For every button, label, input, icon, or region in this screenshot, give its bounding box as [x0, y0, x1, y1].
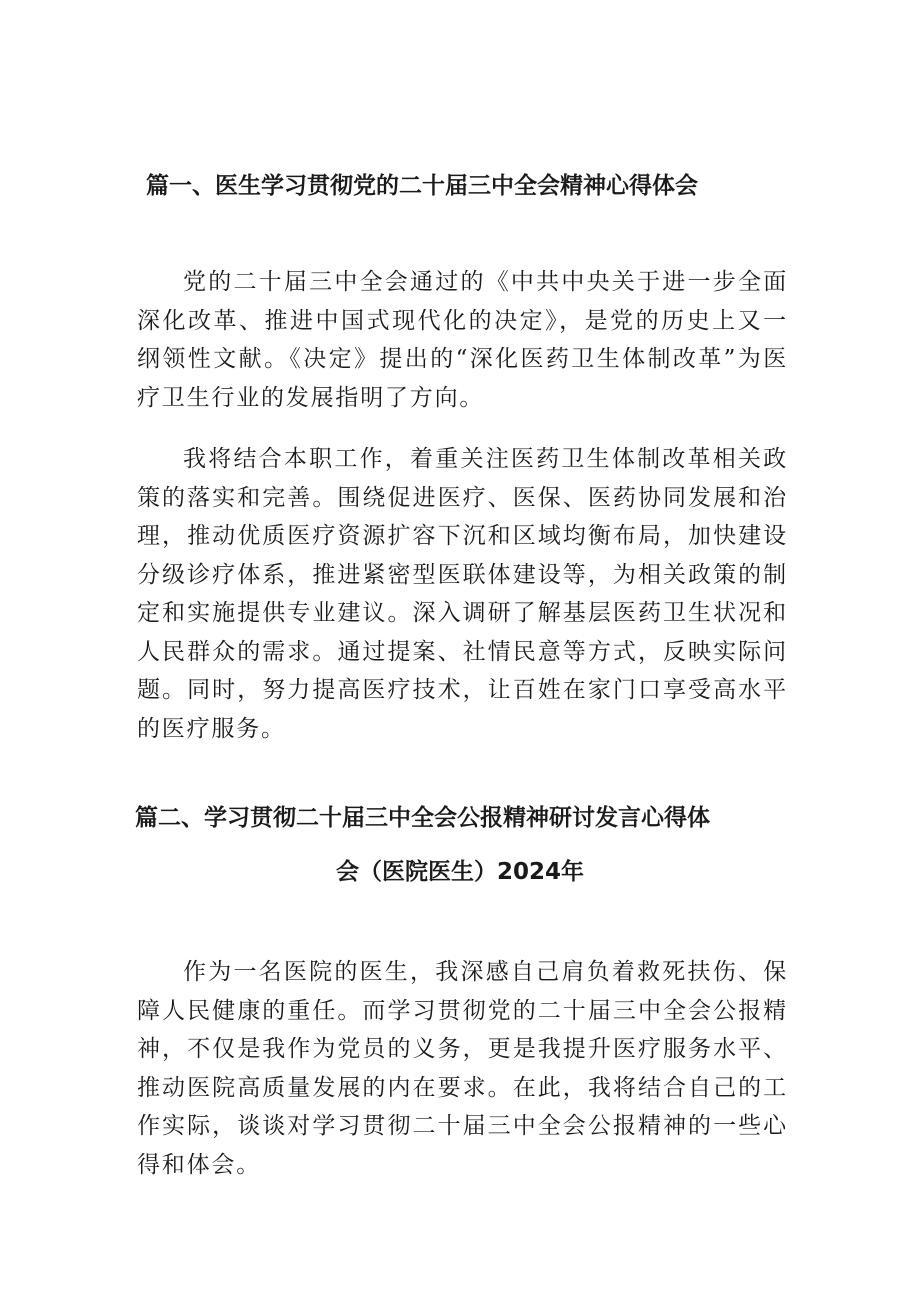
section1-title: 篇一、医生学习贯彻党的二十届三中全会精神心得体会 — [146, 173, 698, 199]
section2-title-line1: 篇二、学习贯彻二十届三中全会公报精神研讨发言心得体 — [135, 805, 710, 831]
section1-paragraph-2: 我将结合本职工作，着重关注医药卫生体制改革相关政策的落实和完善。围绕促进医疗、医保、医药协同发展和治理，推动优质医疗资源扩容下沉和区域均衡布局，加快建设分级诊疗体系，推进紧密型医联体建设等，为相关政策的制定和实施提供专业建议。深入调研了解基层医药卫生状况和人民群众的需求。通过提案、社情民意等方式，反映实际问题。同时，努力提高医疗技术，让百姓在家门口享受高水平的医疗服务。 — [137, 446, 788, 742]
section2-paragraph-1: 作为一名医院的医生，我深感自己肩负着救死扶伤、保障人民健康的重任。而学习贯彻党的二十届三中全会公报精神，不仅是我作为党员的义务，更是我提升医疗服务水平、推动医院高质量发展的内在要求。在此，我将结合自己的工作实际，谈谈对学习贯彻二十届三中全会公报精神的一些心得和体会。 — [137, 959, 788, 1178]
section1-paragraph-1: 党的二十届三中全会通过的《中共中央关于进一步全面深化改革、推进中国式现代化的决定》，是党的历史上又一纲领性文献。《决定》提出的“深化医药卫生体制改革”为医疗卫生行业的发展指明了方向。 — [137, 269, 788, 411]
section2-title-line2: 会（医院医生）2024年 — [335, 859, 584, 885]
